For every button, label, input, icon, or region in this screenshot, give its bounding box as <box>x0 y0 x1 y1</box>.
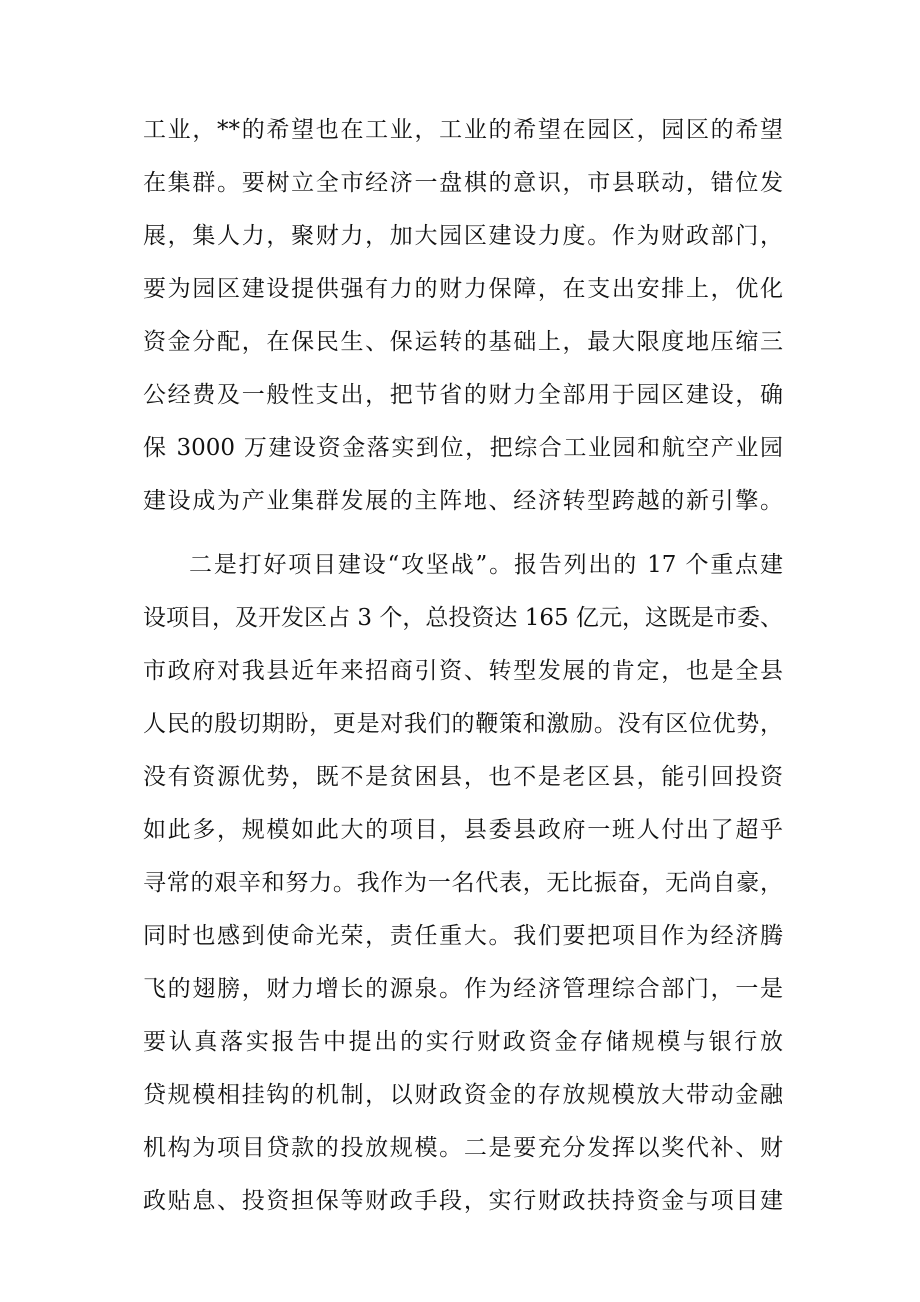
paragraph-line: 公经费及一般性支出，把节省的财力全部用于园区建设，确 <box>143 382 783 408</box>
paragraph-line: 没有资源优势，既不是贫困县，也不是老区县，能引回投资 <box>143 764 783 790</box>
paragraph-line: 同时也感到使命光荣，责任重大。我们要把项目作为经济腾 <box>143 923 783 949</box>
paragraph-line: 在集群。要树立全市经济一盘棋的意识，市县联动，错位发 <box>143 170 783 196</box>
paragraph-line: 保 3000 万建设资金落实到位，把综合工业园和航空产业园 <box>143 435 783 461</box>
paragraph-line: 二是打好项目建设“攻坚战”。报告列出的 17 个重点建 <box>189 552 783 578</box>
paragraph-line: 市政府对我县近年来招商引资、转型发展的肯定，也是全县 <box>143 658 783 684</box>
paragraph-line: 展，集人力，聚财力，加大园区建设力度。作为财政部门， <box>143 223 783 249</box>
paragraph-line: 工业，**的希望也在工业，工业的希望在园区，园区的希望 <box>143 117 783 143</box>
paragraph-line: 机构为项目贷款的投放规模。二是要充分发挥以奖代补、财 <box>143 1135 783 1161</box>
paragraph-line: 寻常的艰辛和努力。我作为一名代表，无比振奋，无尚自豪， <box>143 870 783 896</box>
paragraph-line: 设项目，及开发区占 3 个，总投资达 165 亿元，这既是市委、 <box>143 605 783 631</box>
paragraph-line: 建设成为产业集群发展的主阵地、经济转型跨越的新引擎。 <box>143 488 783 514</box>
paragraph-line: 贷规模相挂钩的机制，以财政资金的存放规模放大带动金融 <box>143 1082 783 1108</box>
paragraph-line: 资金分配，在保民生、保运转的基础上，最大限度地压缩三 <box>143 329 783 355</box>
paragraph-line: 如此多，规模如此大的项目，县委县政府一班人付出了超乎 <box>143 817 783 843</box>
paragraph-line: 要为园区建设提供强有力的财力保障，在支出安排上，优化 <box>143 276 783 302</box>
paragraph-line: 人民的殷切期盼，更是对我们的鞭策和激励。没有区位优势， <box>143 711 783 737</box>
paragraph-line: 政贴息、投资担保等财政手段，实行财政扶持资金与项目建 <box>143 1188 783 1214</box>
paragraph-line: 飞的翅膀，财力增长的源泉。作为经济管理综合部门，一是 <box>143 976 783 1002</box>
paragraph-line: 要认真落实报告中提出的实行财政资金存储规模与银行放 <box>143 1029 783 1055</box>
